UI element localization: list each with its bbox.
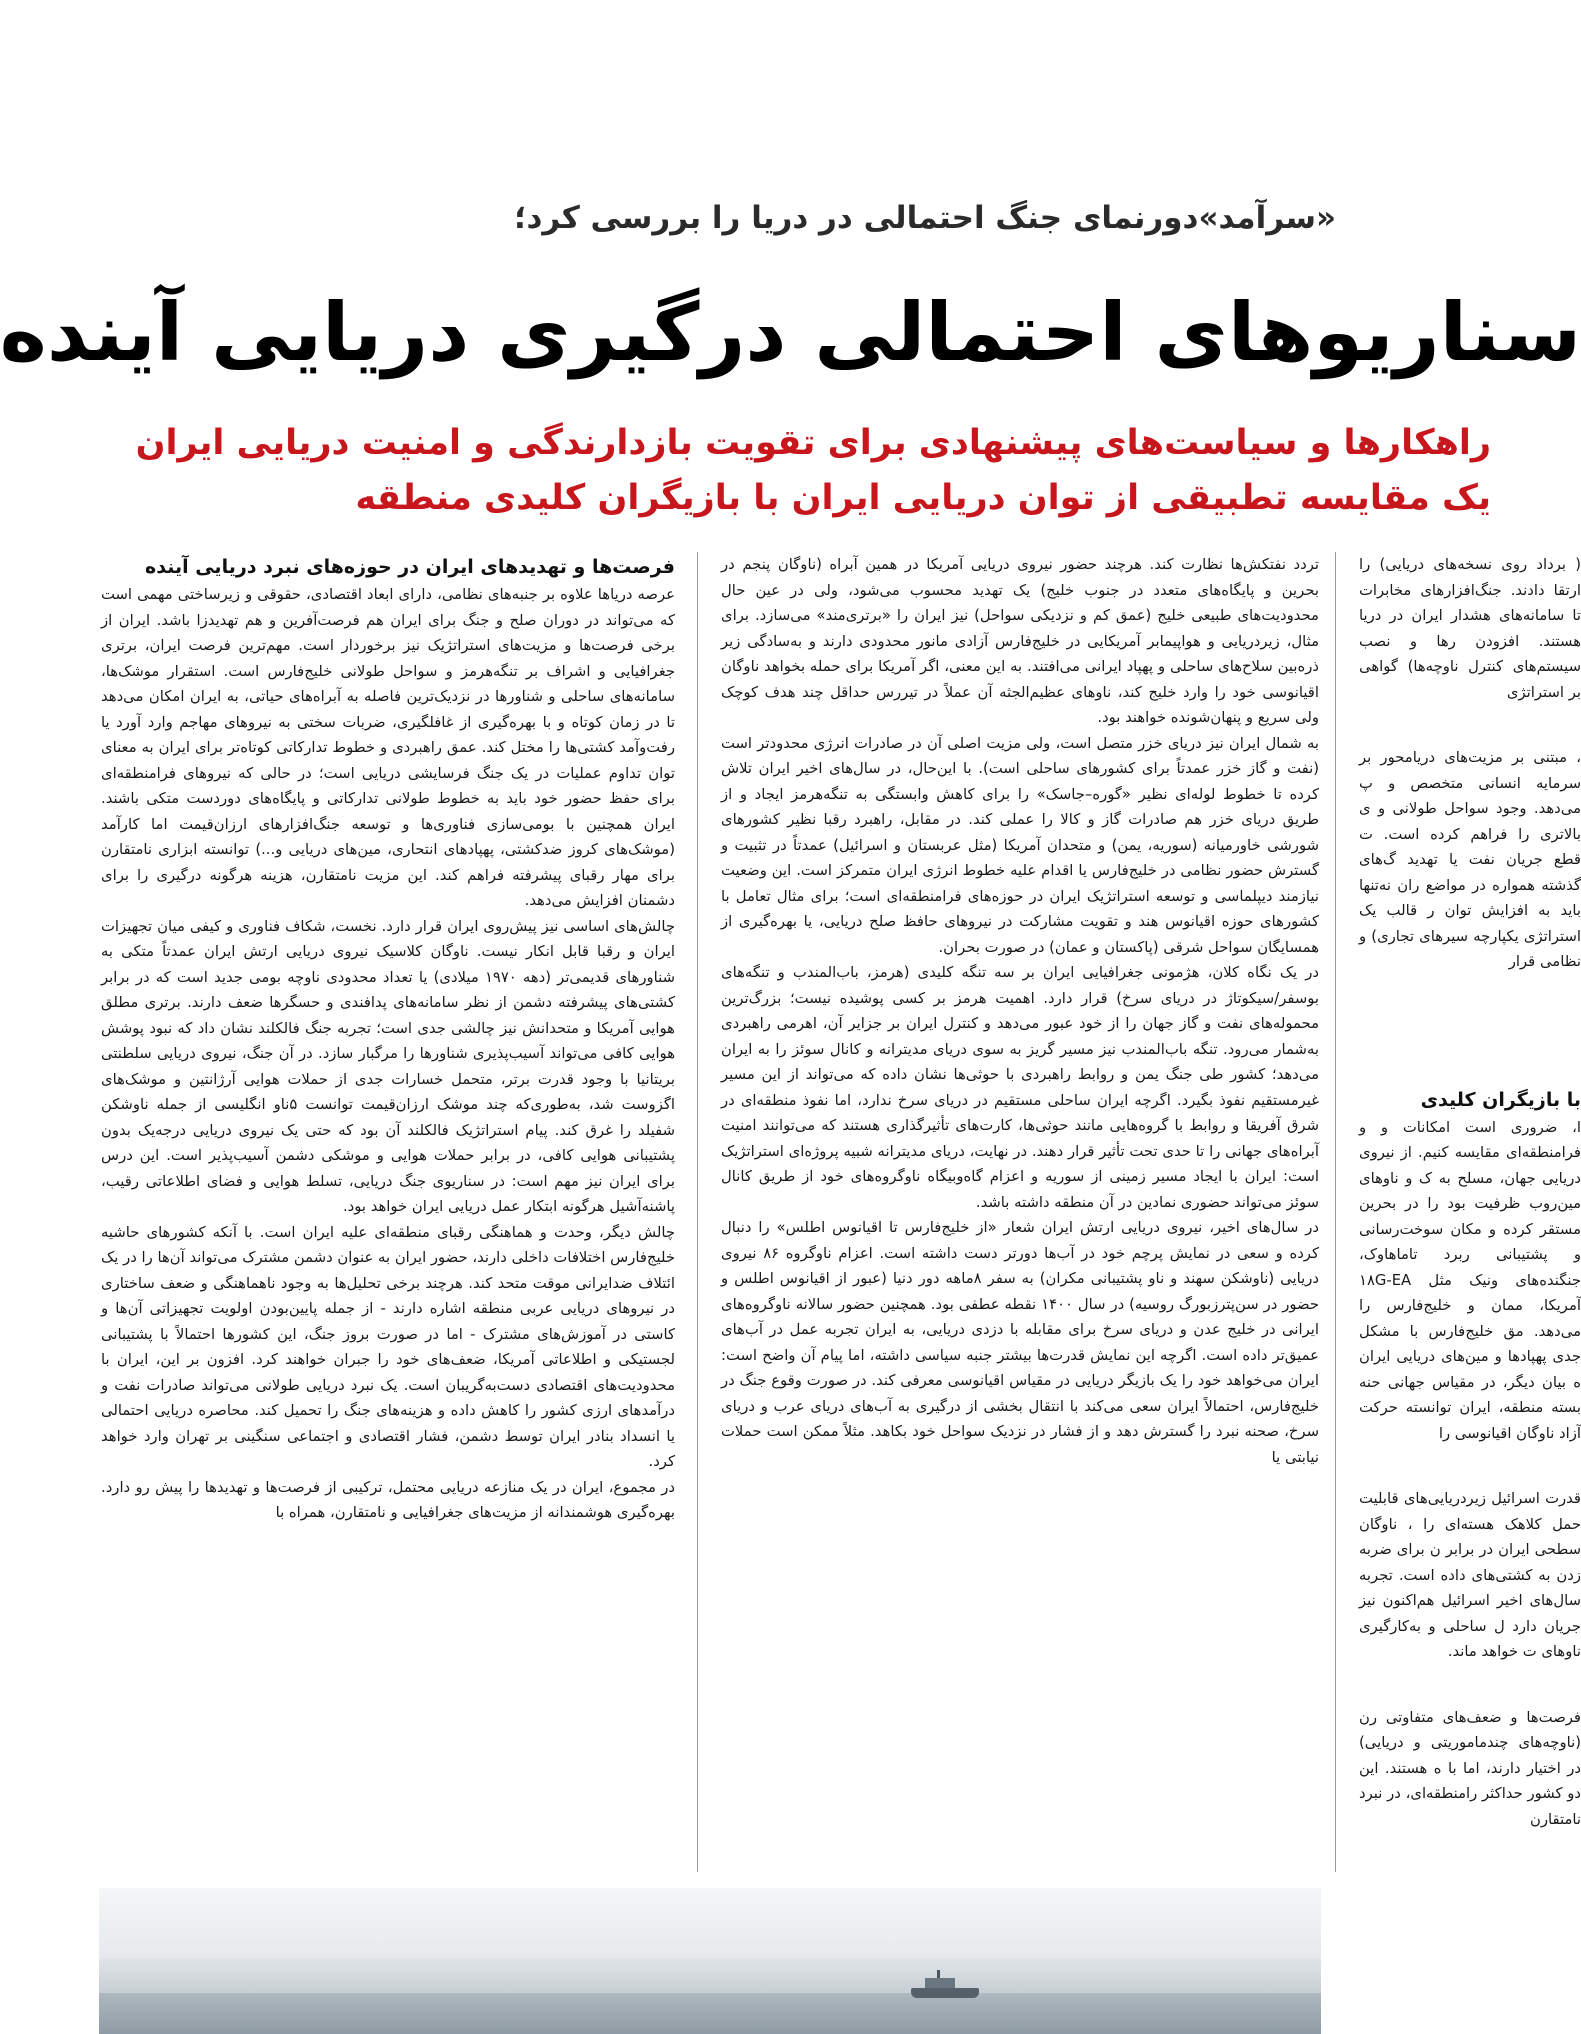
spacer — [1359, 705, 1581, 745]
section-heading: فرصت‌ها و تهدیدهای ایران در حوزه‌های نبرد دریایی آینده — [145, 556, 675, 578]
ship-hull — [911, 1988, 979, 1998]
paragraph: چالش دیگر، وحدت و هماهنگی رقبای منطقه‌ای علیه ایران است. با آنکه کشورهای حاشیه خلیج‌فارس اختلافات داخلی دارند، حضور ایران به عنوان دشمن مشترک می‌تواند آن‌ها را در یک ائتلاف ضدایرانی موقت متحد کند. هرچند برخی تحلیل‌ها به وجود ناهماهنگی و ضعف ساختاری در نیروهای دریایی عربی منطقه اشاره دارند - از جمله پایین‌بودن اولویت تجهیزاتی آن‌ها و کاستی در آموزش‌های مشترک - اما در صورت بروز جنگ، این کشورها احتمالاً با پشتیبانی لجستیکی و اطلاعاتی آمریکا، ضعف‌های خود را جبران خواهند کرد. افزون بر این، ایران با محدودیت‌های اقتصادی دست‌به‌گریبان است. یک نبرد دریایی طولانی می‌تواند صادرات نفت و درآمدهای ارزی کشور را کاهش داده و هزینه‌های جنگ را تحمیل کند. محاصره دریایی احتمالی یا انسداد بنادر ایران توسط دشمن، فشار اقتصادی و اجتماعی سنگینی بر تهران وارد خواهد کرد. — [101, 1223, 675, 1470]
spacer — [1359, 975, 1581, 1085]
warship-at-sea-photo — [99, 1888, 1321, 2034]
paragraph: در مجموع، ایران در یک منازعه دریایی محتمل، ترکیبی از فرصت‌ها و تهدیدها را پیش رو دارد. بهره‌گیری هوشمندانه از مزیت‌های جغرافیایی و نامتقارن، همراه با — [101, 1478, 675, 1521]
paragraph: ، مبتنی بر مزیت‌های دریامحور بر سرمایه انسانی متخصص و پ می‌دهد. وجود سواحل طولانی و ی بالاتری را فراهم کرده است. ت قطع جریان نفت یا تهدید گ‌های گذشته همواره در مواضع ران نه‌تنها باید به افزایش توان ر قالب یک استراتژی یکپارچه سیرهای تجاری) و نظامی قرار — [1359, 749, 1581, 970]
spacer — [1359, 1665, 1581, 1705]
paragraph: در یک نگاه کلان، هژمونی جغرافیایی ایران بر سه تنگه کلیدی (هرمز، باب‌المندب و تنگه‌های بوسفر/سیکوتاژ در دریای سرخ) قرار دارد. اهمیت هرمز بر کسی پوشیده نیست؛ بزرگ‌ترین محموله‌های نفت و گاز جهان را از خود عبور می‌دهد و کنترل ایران بر جزایر آن، اهرمی راهبردی به‌شمار می‌رود. تنگه باب‌المندب نیز مسیر گریز به سوی دریای مدیترانه و کانال سوئز را به ایران می‌دهد؛ کشور طی جنگ یمن و روابط راهبردی با حوثی‌ها نشان داده که می‌تواند از این مسیر غیرمستقیم نفوذ بگیرد. اگرچه ایران ساحلی مستقیم در دریای سرخ ندارد، اما نفوذ منطقه‌ای در شرق آفریقا و روابط با گروه‌هایی مانند حوثی‌ها، کارت‌های تأثیرگذاری هستند که می‌توانند امنیت آبراه‌های جهانی را تا حدی تحت تأثیر قرار دهند. در نهایت، دریای مدیترانه شبیه پروژه‌ای استراتژیک است: ایران با ایجاد مسیر زمینی از سوریه و اعزام گاه‌وبیگاه ناوگروه‌های خود از طریق کانال سوئز می‌تواند حضوری نمادین در آن منطقه داشته باشد. — [721, 964, 1319, 1211]
paragraph: عرصه دریاها علاوه بر جنبه‌های نظامی، دارای ابعاد اقتصادی، حقوقی و زیرساختی مهمی است که می‌تواند در دوران صلح و جنگ برای ایران هم فرصت‌آفرین و هم تهدیدزا باشد. ایران از برخی فرصت‌ها و مزیت‌های استراتژیک نیز برخوردار است. مهم‌ترین فرصت ایران، برتری جغرافیایی و اشراف بر تنگه‌هرمز و سواحل طولانی خلیج‌فارس است. استقرار موشک‌ها، سامانه‌های ساحلی و شناورها در نزدیک‌ترین فاصله به آبراه‌های حیاتی، به ایران امکان می‌دهد تا در زمان کوتاه و با بهره‌گیری از غافلگیری، ضربات سختی به نیروهای مهاجم وارد آورد یا رفت‌وآمد کشتی‌ها را مختل کند. عمق راهبردی و خطوط تدارکاتی کوتاه‌تر برای ایران به معنای توان تداوم عملیات در یک جنگ فرسایشی دریایی است؛ در حالی که نیروهای فرامنطقه‌ای برای حفظ حضور خود باید به خطوط طولانی تدارکاتی و پایگاه‌های دوردست متکی باشند. ایران همچنین با بومی‌سازی فناوری‌ها و توسعه جنگ‌افزارهای ارزان‌قیمت اما کارآمد (موشک‌های کروز ضدکشتی، پهپادهای انتحاری، مین‌های دریایی و...) توانسته ابزاری نامتقارن برای مهار رقبای پیشرفته فراهم کند. این مزیت نامتقارن، هزینه هرگونه درگیری را برای دشمنان افزایش می‌دهد. — [101, 586, 675, 909]
paragraph: ا، ضروری است امکانات و و فرامنطقه‌ای مقایسه کنیم. از نیروی دریایی جهان، مسلح به ک و ناوهای مین‌روب ظرفیت بود را در بحرین مستقر کرده و مکان سوخت‌رسانی و پشتیبانی ربرد تاماهاوک، جنگنده‌های ونیک مثل ۱۸G-EA آمریکا، ممان و خلیج‌فارس را می‌دهد. مق خلیج‌فارس با مشکل جدی پهپادها و مین‌های دریایی ایران ه بیان دیگر، در مقیاس جهانی حنه بسته منطقه، ایران توانسته حرکت آزاد ناوگان اقیانوسی را — [1359, 1118, 1581, 1442]
paragraph: ( برداد روی نسخه‌های دریایی) را ارتقا دادند. جنگ‌افزارهای مخابرات تا سامانه‌های هشدار ایران در دریا هستند. افزودن رها و نصب سیستم‌های کنترل ناوچه‌ها) گواهی بر استراتژی — [1359, 556, 1581, 701]
column-divider — [697, 552, 698, 1872]
paragraph: چالش‌های اساسی نیز پیش‌روی ایران قرار دارد. نخست، شکاف فناوری و کیفی میان تجهیزات ایران و رقبا قابل انکار نیست. ناوگان کلاسیک نیروی دریایی ارتش ایران عمدتاً متکی به شناورهای قدیمی‌تر (دهه ۱۹۷۰ میلادی) یا تعداد محدودی ناوچه بومی جدید است که در برابر کشتی‌های پیشرفته دشمن از نظر سامانه‌های پدافندی و حسگرها ضعف دارند. برتری مطلق هوایی آمریکا و متحدانش نیز چالشی جدی است؛ تجربه جنگ فالکلند نشان داد که نبود پوشش هوایی کافی می‌تواند آسیب‌پذیری شناورها را مرگبار سازد. در آن جنگ، نیروی دریایی سلطنتی بریتانیا با وجود قدرت برتر، متحمل خسارات جدی از حملات هوایی آرژانتین و موشک‌های اگزوست شد، به‌طوری‌که چند موشک ارزان‌قیمت توانست ۵ناو انگلیسی از جمله ناوشکن شفیلد را غرق کند. پیام استراتژیک فالکلند آن بود که حتی یک نیروی دریایی درجه‌یک بدون پشتیبانی هوایی کافی، در برابر حملات هوایی و موشکی دشمن آسیب‌پذیر است. این درس برای ایران نیز مهم است: در سناریوی جنگ دریایی، تسلط هوایی و فضای اطلاعاتی رقیب، پاشنه‌آشیل هرگونه ابتکار عمل دریایی ایران خواهد بود. — [101, 917, 676, 1215]
column-divider — [1335, 552, 1336, 1872]
article-column-right — [1359, 552, 1581, 2032]
article-subhead-2: یک مقایسه تطبیقی از توان دریایی ایران با بازیگران کلیدی منطقه — [355, 478, 1491, 518]
article-subhead-1: راهکارها و سیاست‌های پیشنهادی برای تقویت بازدارندگی و امنیت دریایی ایران — [135, 423, 1491, 463]
article-kicker: «سرآمد»دورنمای جنگ احتمالی در دریا را بررسی کرد؛ — [514, 200, 1336, 236]
section-heading: با بازیگران کلیدی — [1420, 1088, 1581, 1111]
spacer — [1359, 1446, 1581, 1486]
photo-sea — [99, 1993, 1321, 2034]
article-headline: سناریوهای احتمالی درگیری دریایی آینده — [0, 286, 1581, 379]
article-column-middle — [721, 552, 1319, 1880]
paragraph: قدرت اسرائیل زیردریایی‌های قابلیت حمل کلاهک هسته‌ای را ، ناوگان سطحی ایران در برابر ن برای ضربه زدن به کشتی‌های داده است. تجربه سال‌های اخیر اسرائیل هم‌اکنون نیز جریان دارد ل ساحلی و به‌کارگیری ناوهای ت خواهد ماند. — [1359, 1490, 1581, 1660]
paragraph: در سال‌های اخیر، نیروی دریایی ارتش ایران شعار «از خلیج‌فارس تا اقیانوس اطلس» را دنبال کرده و سعی در نمایش پرچم خود در آب‌ها دورتر دست داشته است. اعزام ناوگروه ۸۶ نیروی دریایی (ناوشکن سهند و ناو پشتیبانی مکران) به سفر ۸ماهه دور دنیا (عبور از اقیانوس اطلس و حضور در سن‌پترزبورگ روسیه) در سال ۱۴۰۰ نقطه عطفی بود. همچنین حضور سالانه ناوگروه‌های ایرانی در خلیج عدن و دریای سرخ برای مقابله با دزدی دریایی، به ایران تجربه عمل در آب‌های عمیق‌تر داده است. اگرچه این نمایش قدرت‌ها بیشتر جنبه سیاسی داشته، اما پیام آن واضح است: ایران می‌خواهد خود را یک بازیگر دریایی در مقیاس اقیانوسی معرفی کند. در صورت وقوع جنگ در خلیج‌فارس، احتمالاً ایران سعی می‌کند با انتقال بخشی از درگیری به آب‌های دریای عرب و دریای سرخ، صحنه نبرد را گسترش دهد و از فشار در نزدیک سواحل خود بکاهد. مثلاً ممکن است حملات نیابتی یا — [721, 1219, 1320, 1466]
photo-sky — [99, 1888, 1321, 1958]
article-column-left — [101, 552, 675, 1872]
paragraph: فرصت‌ها و ضعف‌های متفاوتی رن (ناوچه‌های چندماموریتی و دریایی) در اختیار دارند، اما با ه هستند. این دو کشور حداکثر رامنطقه‌ای، در نبرد نامتقارن — [1359, 1708, 1581, 1828]
paragraph: تردد نفتکش‌ها نظارت کند. هرچند حضور نیروی دریایی آمریکا در همین آبراه (ناوگان پنجم در بحرین و پایگاه‌های متعدد در جنوب خلیج) یک تهدید محسوب می‌شود، ولی در عین حال محدودیت‌های طبیعی خلیج (عمق کم و نزدیکی سواحل) نیز ایران را «برتری‌مند» می‌سازد. برای مثال، زیردریایی و هواپیمابر آمریکایی در خلیج‌فارس آزادی مانور محدودی دارند و به‌سادگی زیر ذره‌بین سلاح‌های ساحلی و پهپاد ایرانی می‌افتند. به این معنی، اگر آمریکا برای حمله بخواهد ناوگان اقیانوسی خود را وارد خلیج کند، ناوهای عظیم‌الجثه آن عملاً در تیررس حداقل چند هدف کوچک ولی سریع و پنهان‌شونده خواهند بود. — [721, 556, 1319, 726]
paragraph: به شمال ایران نیز دریای خزر متصل است، ولی مزیت اصلی آن در صادرات انرژی محدودتر است (نفت و گاز خزر عمدتاً برای کشورهای ساحلی است). با این‌حال، در سال‌های اخیر ایران تلاش کرده تا خطوط لوله‌ای نظیر «گوره–جاسک» را برای کاهش وابستگی به تنگه‌هرمز ایجاد و از طریق دریای خزر هم صادرات گاز و کالا را عملی کند. در مقابل، راهبرد رقبا نظیر کشورهای شورشی خاورمیانه (سوریه، یمن) و متحدان آمریکا (مثل عربستان و اسرائیل) عمدتاً در تثبیت و گسترش حضور نظامی در خلیج‌فارس یا اقدام علیه خطوط انرژی ایران متمرکز است. این وضعیت نیازمند دیپلماسی و توسعه استراتژیک ایران در حوزه‌های فرامنطقه‌ای است؛ برای مثال تعامل با کشورهای حوزه اقیانوس هند و تقویت مشارکت در نیروهای حافظ صلح دریایی، یا بهره‌گیری از همسایگان سواحل شرقی (پاکستان و عمان) در صورت بحران. — [721, 734, 1319, 956]
